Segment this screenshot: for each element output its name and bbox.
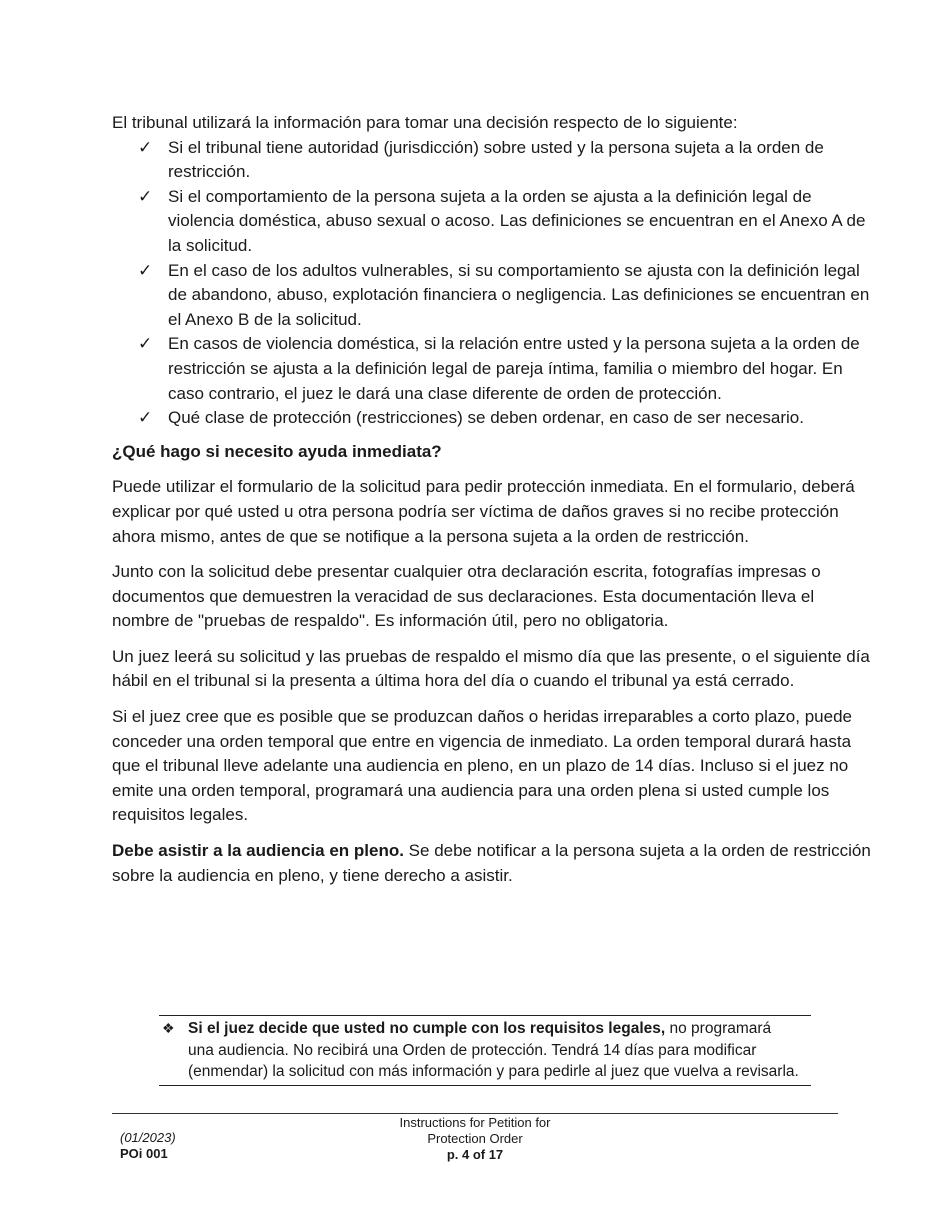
hearing-text: Se debe notificar a la persona sujeta a la orden de restricción sobre la audiencia en pleno, y tiene derecho a asistir.: [112, 841, 871, 885]
page-number: p. 4 of 17: [446, 1147, 504, 1162]
diamond-bullet-icon: ❖: [162, 1020, 175, 1036]
footer-center: [360, 1115, 590, 1163]
form-date: (01/2023): [120, 1130, 176, 1145]
form-code: POi 001: [120, 1146, 168, 1161]
requirements-note-box: [159, 1015, 811, 1086]
check-mark-icon: ✓: [138, 260, 153, 280]
footer-left: [120, 1130, 176, 1162]
check-mark-icon: ✓: [138, 408, 153, 428]
paragraph-temporary-order: Si el juez cree que es posible que se produzcan daños o heridas irreparables a corto plazo, puede conceder una orden temporal que entre en vigencia de inmediato. La orden temporal durará hasta que el tribunal lleve adelante una audiencia en pleno, en un plazo de 14 días. Incluso si el juez no emite una orden temporal, programará una audiencia para una orden plena si usted cumple los requisitos legales.: [112, 707, 852, 825]
paragraph-immediate-protection: Puede utilizar el formulario de la solicitud para pedir protección inmediata. En el formulario, deberá explicar por qué usted u otra persona podría ser víctima de daños graves si no recibe protección ahora mismo, antes de que se notifique a la persona sujeta a la orden de restricción.: [112, 477, 855, 546]
checklist-item: ✓ Si el comportamiento de la persona sujeta a la orden se ajusta a la definición legal de violencia doméstica, abuso sexual o acoso. Las definiciones se encuentran en el Anexo A de la solicitud.: [138, 186, 866, 255]
note-bold-text: Si el juez decide que usted no cumple con los requisitos legales,: [188, 1020, 666, 1037]
paragraph-hearing: [112, 839, 872, 888]
checklist-item: ✓ Si el tribunal tiene autoridad (jurisdicción) sobre usted y la persona sujeta a la orden de restricción.: [138, 137, 824, 182]
criteria-checklist: [112, 136, 872, 431]
check-mark-icon: ✓: [138, 137, 153, 157]
paragraph-judge-review: Un juez leerá su solicitud y las pruebas de respaldo el mismo día que las presente, o el siguiente día hábil en el tribunal si la presenta a última hora del día o cuando el tribunal ya está cerrado.: [112, 646, 870, 691]
checklist-item: ✓ Qué clase de protección (restricciones) se deben ordenar, en caso de ser necesario.: [112, 406, 872, 431]
intro-text: El tribunal utilizará la información para tomar una decisión respecto de lo siguiente:: [112, 113, 738, 132]
form-title-line1: Instructions for Petition for: [399, 1115, 551, 1130]
paragraph-supporting-evidence: Junto con la solicitud debe presentar cualquier otra declaración escrita, fotografías impresas o documentos que demuestren la veracidad de sus declaraciones. Esta documentación lleva el nombre de "pruebas de respaldo". Es información útil, pero no obligatoria.: [112, 562, 821, 631]
section-heading: ¿Qué hago si necesito ayuda inmediata?: [112, 441, 442, 461]
check-mark-icon: ✓: [138, 186, 153, 206]
check-mark-icon: ✓: [138, 334, 153, 354]
note-text: no programará una audiencia. No recibirá una Orden de protección. Tendrá 14 días para modificar (enmendar) la solicitud con más información y para pedirle al juez que vuelva a revisarla.: [188, 1020, 799, 1081]
footer-divider: [112, 1113, 838, 1114]
hearing-bold-text: Debe asistir a la audiencia en pleno.: [112, 841, 404, 861]
form-title-line2: Protection Order: [427, 1131, 523, 1146]
checklist-item: ✓ En casos de violencia doméstica, si la relación entre usted y la persona sujeta a la orden de restricción se ajusta a la definición legal de pareja íntima, familia o miembro del hogar. En caso contrario, el juez le dará una clase diferente de orden de protección.: [138, 334, 860, 403]
checklist-item: ✓ En el caso de los adultos vulnerables, si su comportamiento se ajusta con la definición legal de abandono, abuso, explotación financiera o negligencia. Las definiciones se encuentran en el Anexo B de la solicitud.: [138, 260, 870, 329]
main-content: [112, 111, 872, 888]
